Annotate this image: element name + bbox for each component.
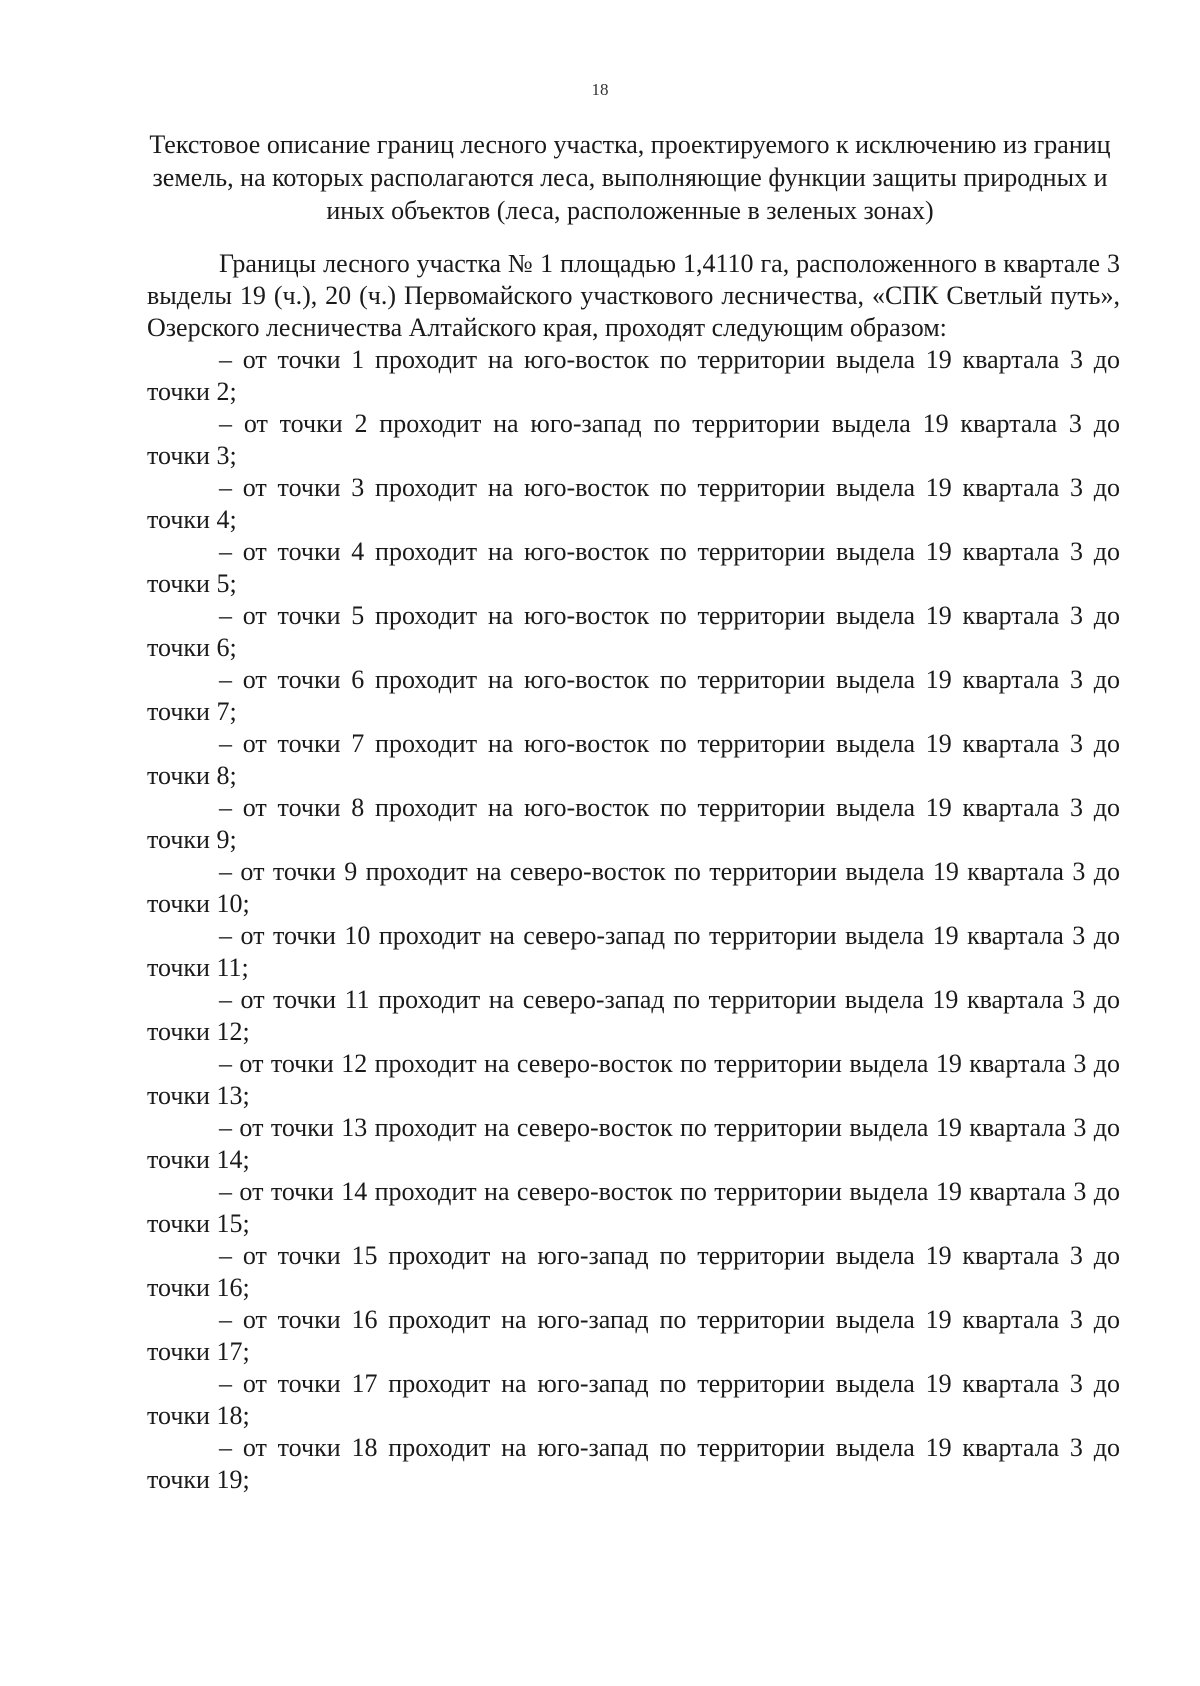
boundary-item: – от точки 13 проходит на северо-восток по территории выдела 19 квартала 3 до точки 14; xyxy=(147,1113,1120,1174)
boundary-item: – от точки 17 проходит на юго-запад по территории выдела 19 квартала 3 до точки 18; xyxy=(147,1369,1120,1430)
boundary-item: – от точки 9 проходит на северо-восток по территории выдела 19 квартала 3 до точки 10; xyxy=(147,857,1120,918)
boundary-item: – от точки 3 проходит на юго-восток по территории выдела 19 квартала 3 до точки 4; xyxy=(147,473,1120,534)
boundary-item: – от точки 12 проходит на северо-восток по территории выдела 19 квартала 3 до точки 13; xyxy=(147,1049,1120,1110)
boundary-item: – от точки 6 проходит на юго-восток по территории выдела 19 квартала 3 до точки 7; xyxy=(147,665,1120,726)
intro-paragraph: Границы лесного участка № 1 площадью 1,4110 га, расположенного в квартале 3 выделы 19 (ч.), 20 (ч.) Первомайского участкового лесничества, «СПК Светлый путь», Озерского лесничества Алтайского края, проходят следующим образом: xyxy=(147,249,1120,342)
boundary-item: – от точки 5 проходит на юго-восток по территории выдела 19 квартала 3 до точки 6; xyxy=(147,601,1120,662)
boundary-item: – от точки 1 проходит на юго-восток по территории выдела 19 квартала 3 до точки 2; xyxy=(147,345,1120,406)
boundary-item: – от точки 7 проходит на юго-восток по территории выдела 19 квартала 3 до точки 8; xyxy=(147,729,1120,790)
boundary-item: – от точки 4 проходит на юго-восток по территории выдела 19 квартала 3 до точки 5; xyxy=(147,537,1120,598)
boundary-item: – от точки 10 проходит на северо-запад по территории выдела 19 квартала 3 до точки 11; xyxy=(147,921,1120,982)
boundary-item: – от точки 2 проходит на юго-запад по территории выдела 19 квартала 3 до точки 3; xyxy=(147,409,1120,470)
boundary-item: – от точки 11 проходит на северо-запад по территории выдела 19 квартала 3 до точки 12; xyxy=(147,985,1120,1046)
page-number: 18 xyxy=(591,80,609,99)
boundary-item: – от точки 16 проходит на юго-запад по территории выдела 19 квартала 3 до точки 17; xyxy=(147,1305,1120,1366)
boundary-item: – от точки 14 проходит на северо-восток по территории выдела 19 квартала 3 до точки 15; xyxy=(147,1177,1120,1238)
document-title: Текстовое описание границ лесного участка, проектируемого к исключению из границ земель, на которых располагаются леса, выполняющие функции защиты природных и иных объектов (леса, расположенные в зеленых зонах) xyxy=(149,130,1111,225)
document-body xyxy=(147,248,1120,1496)
boundary-item: – от точки 15 проходит на юго-запад по территории выдела 19 квартала 3 до точки 16; xyxy=(147,1241,1120,1302)
boundary-item: – от точки 8 проходит на юго-восток по территории выдела 19 квартала 3 до точки 9; xyxy=(147,793,1120,854)
boundary-item: – от точки 18 проходит на юго-запад по территории выдела 19 квартала 3 до точки 19; xyxy=(147,1433,1120,1494)
